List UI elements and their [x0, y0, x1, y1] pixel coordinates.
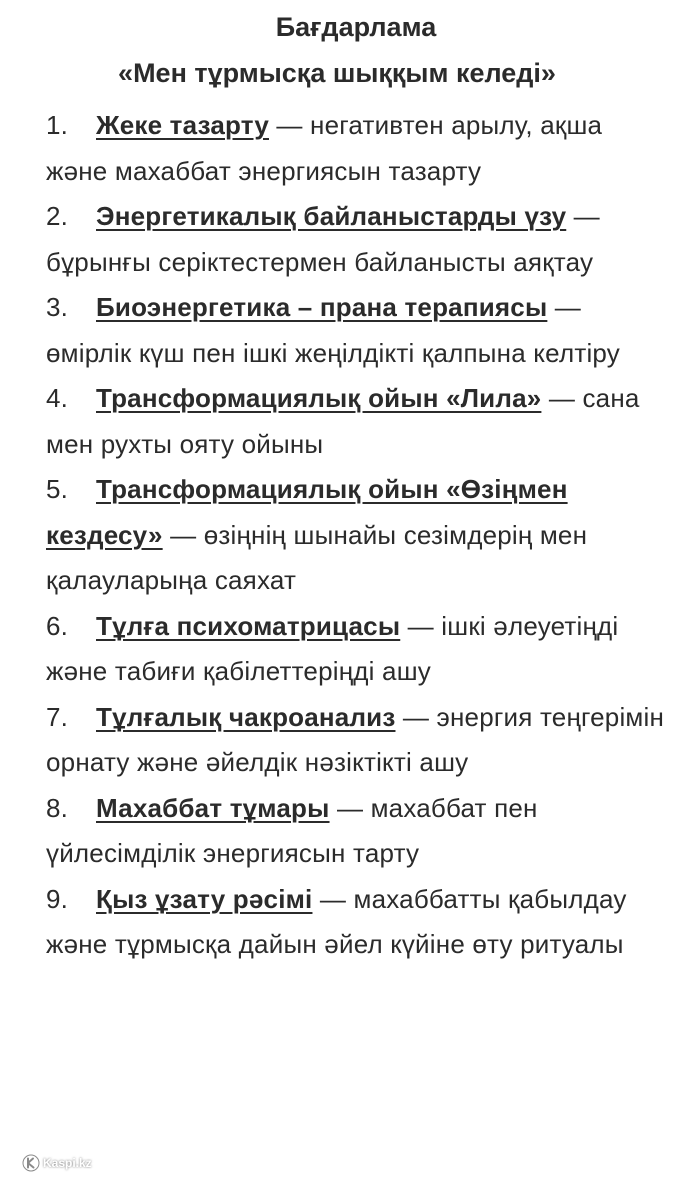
list-item [46, 103, 666, 194]
watermark-text: Kaspi.kz [43, 1156, 92, 1170]
program-document [46, 0, 666, 968]
item-number: 4. [46, 383, 69, 413]
item-number: 8. [46, 792, 69, 823]
item-name: Энергетикалық байланыстарды үзу [96, 201, 567, 231]
item-name: Тұлға психоматрицасы [96, 610, 401, 641]
list-item [46, 376, 666, 467]
item-description: — ішкі әлеуетіңді және табиғи қабілеттеріңді ашу [46, 610, 619, 686]
item-number: 5. [46, 474, 69, 504]
item-number: 6. [46, 610, 69, 641]
item-description: — негативтен арылу, ақша және махаббат энергиясын тазарту [46, 110, 603, 186]
item-description: — энергия теңгерімін орнату және әйелдік нәзіктікті ашу [46, 701, 665, 777]
list-item [46, 194, 666, 285]
item-number: 2. [46, 201, 69, 231]
kaspi-watermark [22, 1154, 92, 1172]
item-name: Биоэнергетика – прана терапиясы [96, 292, 548, 322]
item-number: 1. [46, 110, 69, 140]
list-item [46, 604, 666, 695]
item-number: 9. [46, 883, 69, 914]
item-description: — өзіңнің шынайы сезімдерің мен қалауларыңа саяхат [46, 519, 588, 595]
item-name: Қыз ұзату рәсімі [96, 883, 313, 914]
list-item [46, 786, 666, 877]
item-description: — бұрынғы серіктестермен байланысты аяқтау [46, 201, 600, 277]
item-name: Трансформациялық ойын «Лила» [96, 383, 542, 413]
list-item [46, 877, 666, 968]
item-name: Тұлғалық чакроанализ [96, 701, 396, 732]
item-name: Жеке тазарту [96, 110, 269, 140]
item-description: — махаббат пен үйлесімділік энергиясын тарту [46, 792, 538, 868]
list-item [46, 285, 666, 376]
item-name: Трансформациялық ойын «Өзіңмен кездесу» [46, 474, 568, 550]
item-description: — өмірлік күш пен ішкі жеңілдікті қалпына келтіру [46, 292, 620, 368]
list-item [46, 695, 666, 786]
item-description: — махаббатты қабылдау және тұрмысқа дайын әйел күйіне өту ритуалы [46, 883, 627, 959]
document-title: Бағдарлама [275, 12, 437, 42]
item-number: 3. [46, 292, 69, 322]
item-description: — сана мен рухты ояту ойыны [46, 383, 640, 459]
item-number: 7. [46, 701, 69, 732]
list-item [46, 467, 666, 604]
document-subtitle: «Мен тұрмысқа шыққым келеді» [118, 58, 556, 88]
item-name: Махаббат тұмары [96, 792, 330, 823]
program-list [46, 103, 666, 968]
kaspi-logo-icon [22, 1154, 40, 1172]
